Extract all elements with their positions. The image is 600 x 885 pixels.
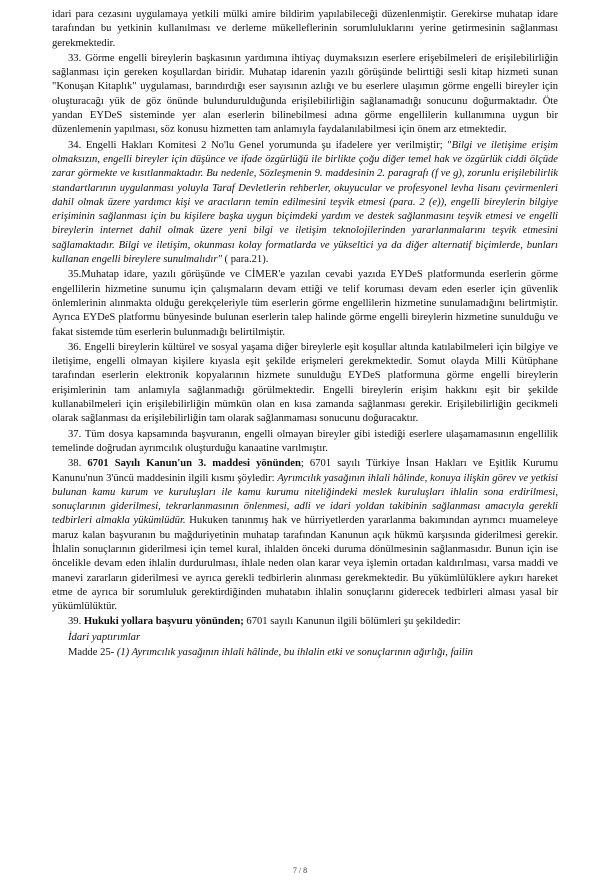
paragraph-36: 36. Engelli bireylerin kültürel ve sosyal yaşama diğer bireylerle eşit koşullar altında katılabilmeleri için bilgiye ve iletişime, engelli olmayan kişilere kıyasla eşit şekilde erişmeleri gerekmektedir. Somut olayda Milli Kütüphane tarafından eserlerin elektronik kopyalarının hizmete sunulduğu EYDeS platformuna görme engelli bireylerin erişimlerinin tam anlamıyla sağlanmadığı görülmektedir. Engelli bireylerin erişim hakkını eşit bir şekilde kullanabilmeleri için erişilebilirliğin mümkün olan en kısa zamanda sağlanması gerekir. Erişilebilirliğin gecikmeli olarak sağlanması da erişilebilirliğin tam olarak sağlanmaması sonucunu doğuracaktır. [52,341,558,425]
paragraph-35: 35.Muhatap idare, yazılı görüşünde ve CİMER'e yazılan cevabi yazıda EYDeS platformunda eserlerin görme engellilerin hizmetine sunumu için çalışmaların devam ettiği ve telif koruması devam eden eserler için güvenlik önlemlerinin alınmakta olduğu gerekçeleriyle tüm eserlerin görme engellilerin hizmetine sunulamadığını belirtmiştir. Ayrıca EYDeS platformu bünyesinde bulunan eserlerin talep halinde görme engelli bireylerin hizmetine sunulduğu ve fakat sistemde tüm eserlerin bulunmadığı belirtilmiştir. [52,269,558,338]
article-25 [52,646,558,660]
paragraph-38-number: 38. [68,458,88,470]
paragraph-continued: idari para cezasını uygulamaya yetkili mülki amire bildirim yapılabileceği düzenlenmiştir. Gerekirse muhatap idare tarafından bu yetkinin kullanılması ve derleme mükelleflerinin sorumluluklarını yerine getirmesinin sağlanması gerekmektedir. [52,9,558,49]
paragraph-33: 33. Görme engelli bireylerin başkasının yardımına ihtiyaç duymaksızın eserlere erişebilmeleri de erişilebilirliğin sağlanması için gereken koşullardan biridir. Muhatap idarenin yazılı görüşünde belirttiği sesli kitap hizmeti sunan "Konuşan Kitaplık" uygulaması, barındırdığı eser sayısının azlığı ve bu eserlere ulaşımın görme engelli bireyler için oluşturacağı yük de göz önünde bulundurulduğunda erişilebilirliğin sağlanamadığı sonucunu doğurmaktadır. Öte yandan EYDeS sisteminde yer alan eserlerin bilinebilmesi adına görme engellilerin kullanımına uygun bir düzenlemenin yapılması, söz konusu hizmetten tam anlamıyla faydalanılabilmesi için önem arz etmektedir. [52,52,558,136]
paragraph-37: 37. Tüm dosya kapsamında başvuranın, engelli olmayan bireyler gibi istediği eserlere ulaşamamasının engellilik temelinde doğrudan ayrımcılık oluşturduğu kanaatine varılmıştır. [52,428,558,454]
paragraph-39 [52,615,558,629]
article-25-text: (1) Ayrımcılık yasağının ihlali hâlinde, bu ihlalin etki ve sonuçlarının ağırlığı, failin [116,647,473,659]
paragraph-38-intro: ; 6701 sayılı Türkiye İnsan Hakları ve Eşitlik Kurumu Kanunu'nun 3'üncü maddesinin ilgili kısmı şöyledir: [52,458,558,484]
page-number: 7 / 8 [292,866,308,875]
paragraph-39-heading: Hukuki yollara başvuru yönünden; [83,616,244,628]
article-25-label: Madde 25- [68,647,117,659]
paragraph-34-quote: Bilgi ve iletişime erişim olmaksızın, engelli bireyler için düşünce ve ifade özgürlüğü ile birlikte çoğu diğer temel hak ve özgürlük ciddi ölçüde zarar görmekte ve kısıtlanmaktadır. Bu nedenle, Sözleşmenin 9. maddesinin 2. paragrafı (f ve g), zorunlu erişilebilirlik standartlarının uygulanması yoluyla Taraf Devletlerin rehberler, okuyucular ve profesyonel levha lisanı çevirmenleri dahil olmak üzere yardımcı kişi ve aracıların temin edilmesini teşvik etmesi (para. 2 (e)), engelli bireylerin bilgiye erişiminin sağlanması için bu kişilere başka uygun biçimdeki yardım ve destek sağlanmasını teşvik etmesi ve engelli bireylerin internet dahil olmak üzere yeni bilgi ve iletişim teknolojilerinden yararlanmalarını teşvik etmesini sağlamaktadır. Bilgi ve iletişim, okunması kolay formatlarda ve yükseltici ya da diğer alternatif biçimlerde, bunları kullanan engelli bireylere sunulmalıdır" [52,139,559,266]
section-heading-idari-yaptirimlar: İdari yaptırımlar [68,631,141,643]
paragraph-38 [52,457,558,614]
paragraph-39-intro: 6701 sayılı Kanunun ilgili bölümleri şu şekildedir: [243,616,461,628]
paragraph-34-intro: 34. Engelli Hakları Komitesi 2 No'lu Genel yorumunda şu ifadelere yer verilmiştir; " [68,139,452,151]
paragraph-34 [52,139,558,268]
paragraph-39-number: 39. [68,616,84,628]
paragraph-38-body: Hukuken tanınmış hak ve hürriyetlerden yararlanma bakımından ayrımcı muameleye maruz kalan başvuranın bu mağduriyetinin muhatap tarafından Kanunun açık hükmü karşısında giderilmesi gerekir. İhlalin sonuçlarının giderilmesi için temel kural, ihlalden önceki duruma dönülmesinin sağlanmasıdır. Bunun için ise öncelikle devam eden ihlalin durdurulması, ihlale neden olan karar veya işlemin ortadan kaldırılması, varsa maddi ve manevi zararların giderilmesi ve ayrıca gerekli tedbirlerin alınması gerekmektedir. Bu yükümlülüklere aykırı hareket etme de ayrıca bir sorumluluk gerektirdiğinden muhatabın ihlalin sonuçlarını giderecek tedbirleri alması yasal bir yükümlülüktür. [52,515,558,613]
paragraph-34-citation: ( para.21). [221,254,269,266]
paragraph-38-heading: 6701 Sayılı Kanun'un 3. maddesi yönünden [87,458,301,470]
paragraph-38-quote: Ayrımcılık yasağının ihlali hâlinde, konuya ilişkin görev ve yetkisi bulunan kamu kurum ve kuruluşları ile kamu kurumu niteliğindeki meslek kuruluşları ihlalin sona erdirilmesi, sonuçlarının giderilmesi, tekrarlanmasının önlenmesi, adli ve idari yoldan takibinin sağlanması amacıyla gerekli tedbirleri almakla yükümlüdür. [52,472,558,527]
document-body [52,8,558,661]
